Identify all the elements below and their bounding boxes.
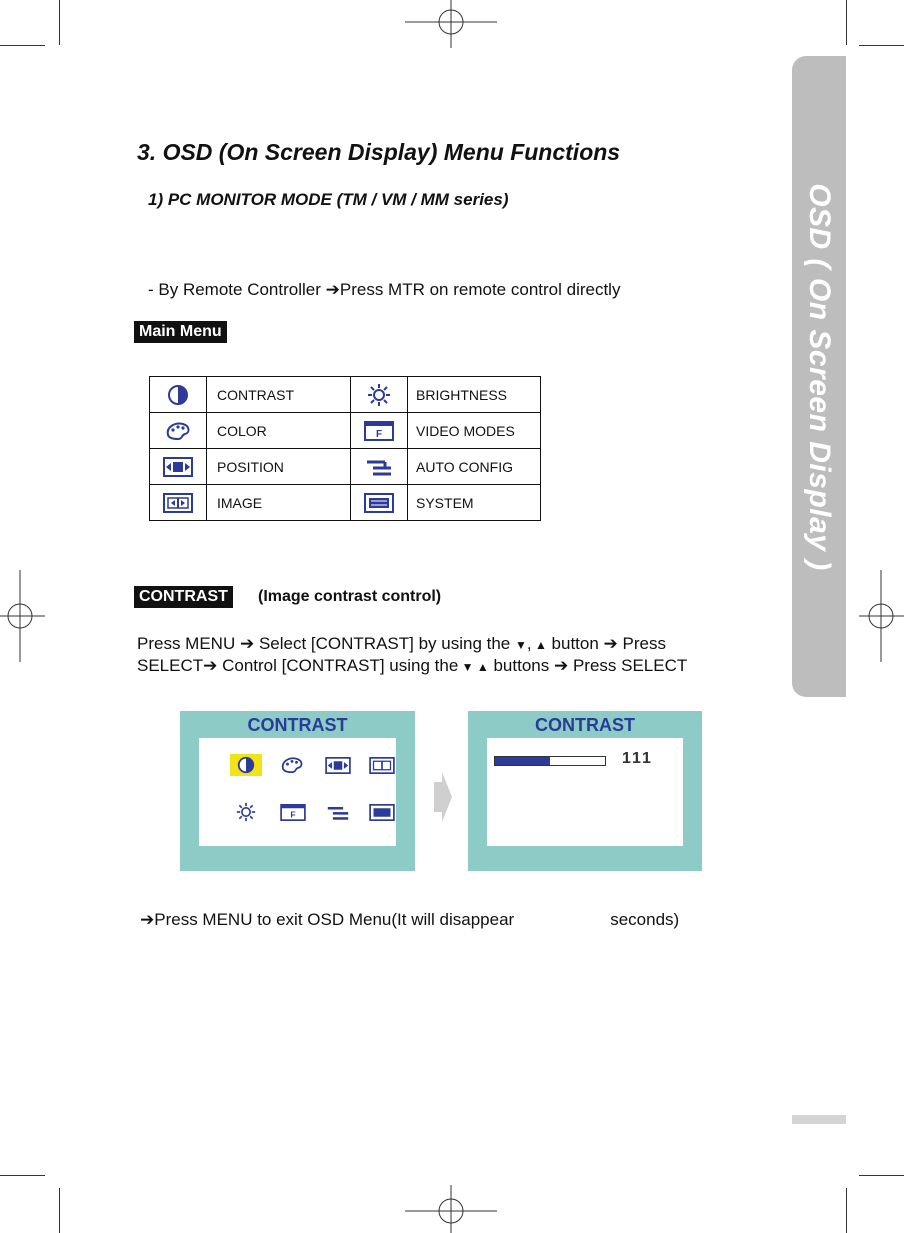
contrast-instruction-line-1: Press MENU ➔ Select [CONTRAST] by using the ▼, ▲ button ➔ Press [137,634,666,653]
right-arrow-icon: ➔ [325,280,340,299]
system-icon [369,804,395,821]
instruction-text: Select [CONTRAST] by using the [254,634,515,653]
menu-item-position: POSITION [207,449,351,485]
osd-screen-body [199,738,396,846]
color-icon [150,413,207,449]
contrast-slider-value: 111 [622,750,653,767]
exit-text-a: Press MENU to exit OSD Menu(It will disappear [154,910,515,929]
instruction-text: buttons [488,656,554,675]
up-triangle-icon: ▲ [531,638,547,652]
position-icon [325,757,351,774]
position-icon [150,449,207,485]
side-tab-label [792,56,846,697]
remote-line-text-a: - By Remote Controller [148,280,326,299]
right-arrow-icon: ➔ [239,634,255,653]
menu-item-video-modes: VIDEO MODES [408,413,541,449]
video-modes-icon [351,413,408,449]
menu-item-image: IMAGE [207,485,351,521]
brightness-icon [351,377,408,413]
osd-screen-body [487,738,683,846]
instruction-text: Control [CONTRAST] using the [217,656,459,675]
osd-screen-contrast [468,711,702,871]
brightness-icon [236,802,256,822]
section-subtitle: 1) PC MONITOR MODE (TM / VM / MM series) [148,190,509,209]
table-row [150,377,541,413]
contrast-slider-fill [495,757,550,765]
color-icon [280,756,304,774]
page-number-box [792,1115,846,1124]
up-triangle-icon: ▲ [473,660,489,674]
main-menu-table [149,376,541,521]
exit-text-b: seconds) [610,910,680,929]
menu-item-color: COLOR [207,413,351,449]
menu-item-brightness: BRIGHTNESS [408,377,541,413]
remote-controller-instruction [148,280,620,300]
contrast-label: CONTRAST [134,586,233,608]
contrast-subtitle: (Image contrast control) [258,588,442,605]
instruction-text: Press SELECT [568,656,688,675]
exit-instruction [140,910,679,930]
registration-mark-top [405,0,497,48]
svg-text:F: F [290,809,296,820]
right-arrow-icon: ➔ [603,634,618,653]
instruction-text: Press [617,634,666,653]
main-menu-label: Main Menu [134,321,227,343]
image-icon [369,757,395,774]
remote-line-text-b: Press MTR on remote control directly [339,280,621,299]
contrast-instruction-line-2 [137,656,687,676]
table-row [150,413,541,449]
menu-item-contrast: CONTRAST [207,377,351,413]
auto-config-icon [326,804,350,821]
right-arrow-icon: ➔ [140,910,155,929]
instruction-text: Press MENU [137,634,240,653]
contrast-slider[interactable] [494,756,606,766]
system-icon [351,485,408,521]
down-triangle-icon: ▼ [458,660,474,674]
registration-mark-right [859,570,904,662]
osd-screen-title: CONTRAST [535,715,635,735]
registration-mark-bottom [405,1185,497,1233]
right-arrow-icon: ➔ [553,656,569,675]
instruction-text: SELECT [137,656,204,675]
side-tab-text: OSD ( On Screen Display ) [803,182,836,571]
menu-item-system: SYSTEM [408,485,541,521]
svg-text:F: F [375,428,383,440]
video-modes-icon [280,804,306,821]
table-row [150,449,541,485]
osd-screen-title: CONTRAST [247,715,348,735]
down-triangle-icon: ▼ [514,638,527,652]
table-row [150,485,541,521]
menu-item-auto-config: AUTO CONFIG [408,449,541,485]
registration-mark-left [0,570,45,662]
contrast-icon [235,755,257,775]
auto-config-icon [351,449,408,485]
contrast-icon [150,377,207,413]
osd-screen-main-menu [180,711,415,871]
image-icon [150,485,207,521]
page-title: 3. OSD (On Screen Display) Menu Functions [137,139,621,165]
next-arrow-icon [432,770,454,824]
right-arrow-icon: ➔ [203,656,218,675]
instruction-text: button [546,634,604,653]
